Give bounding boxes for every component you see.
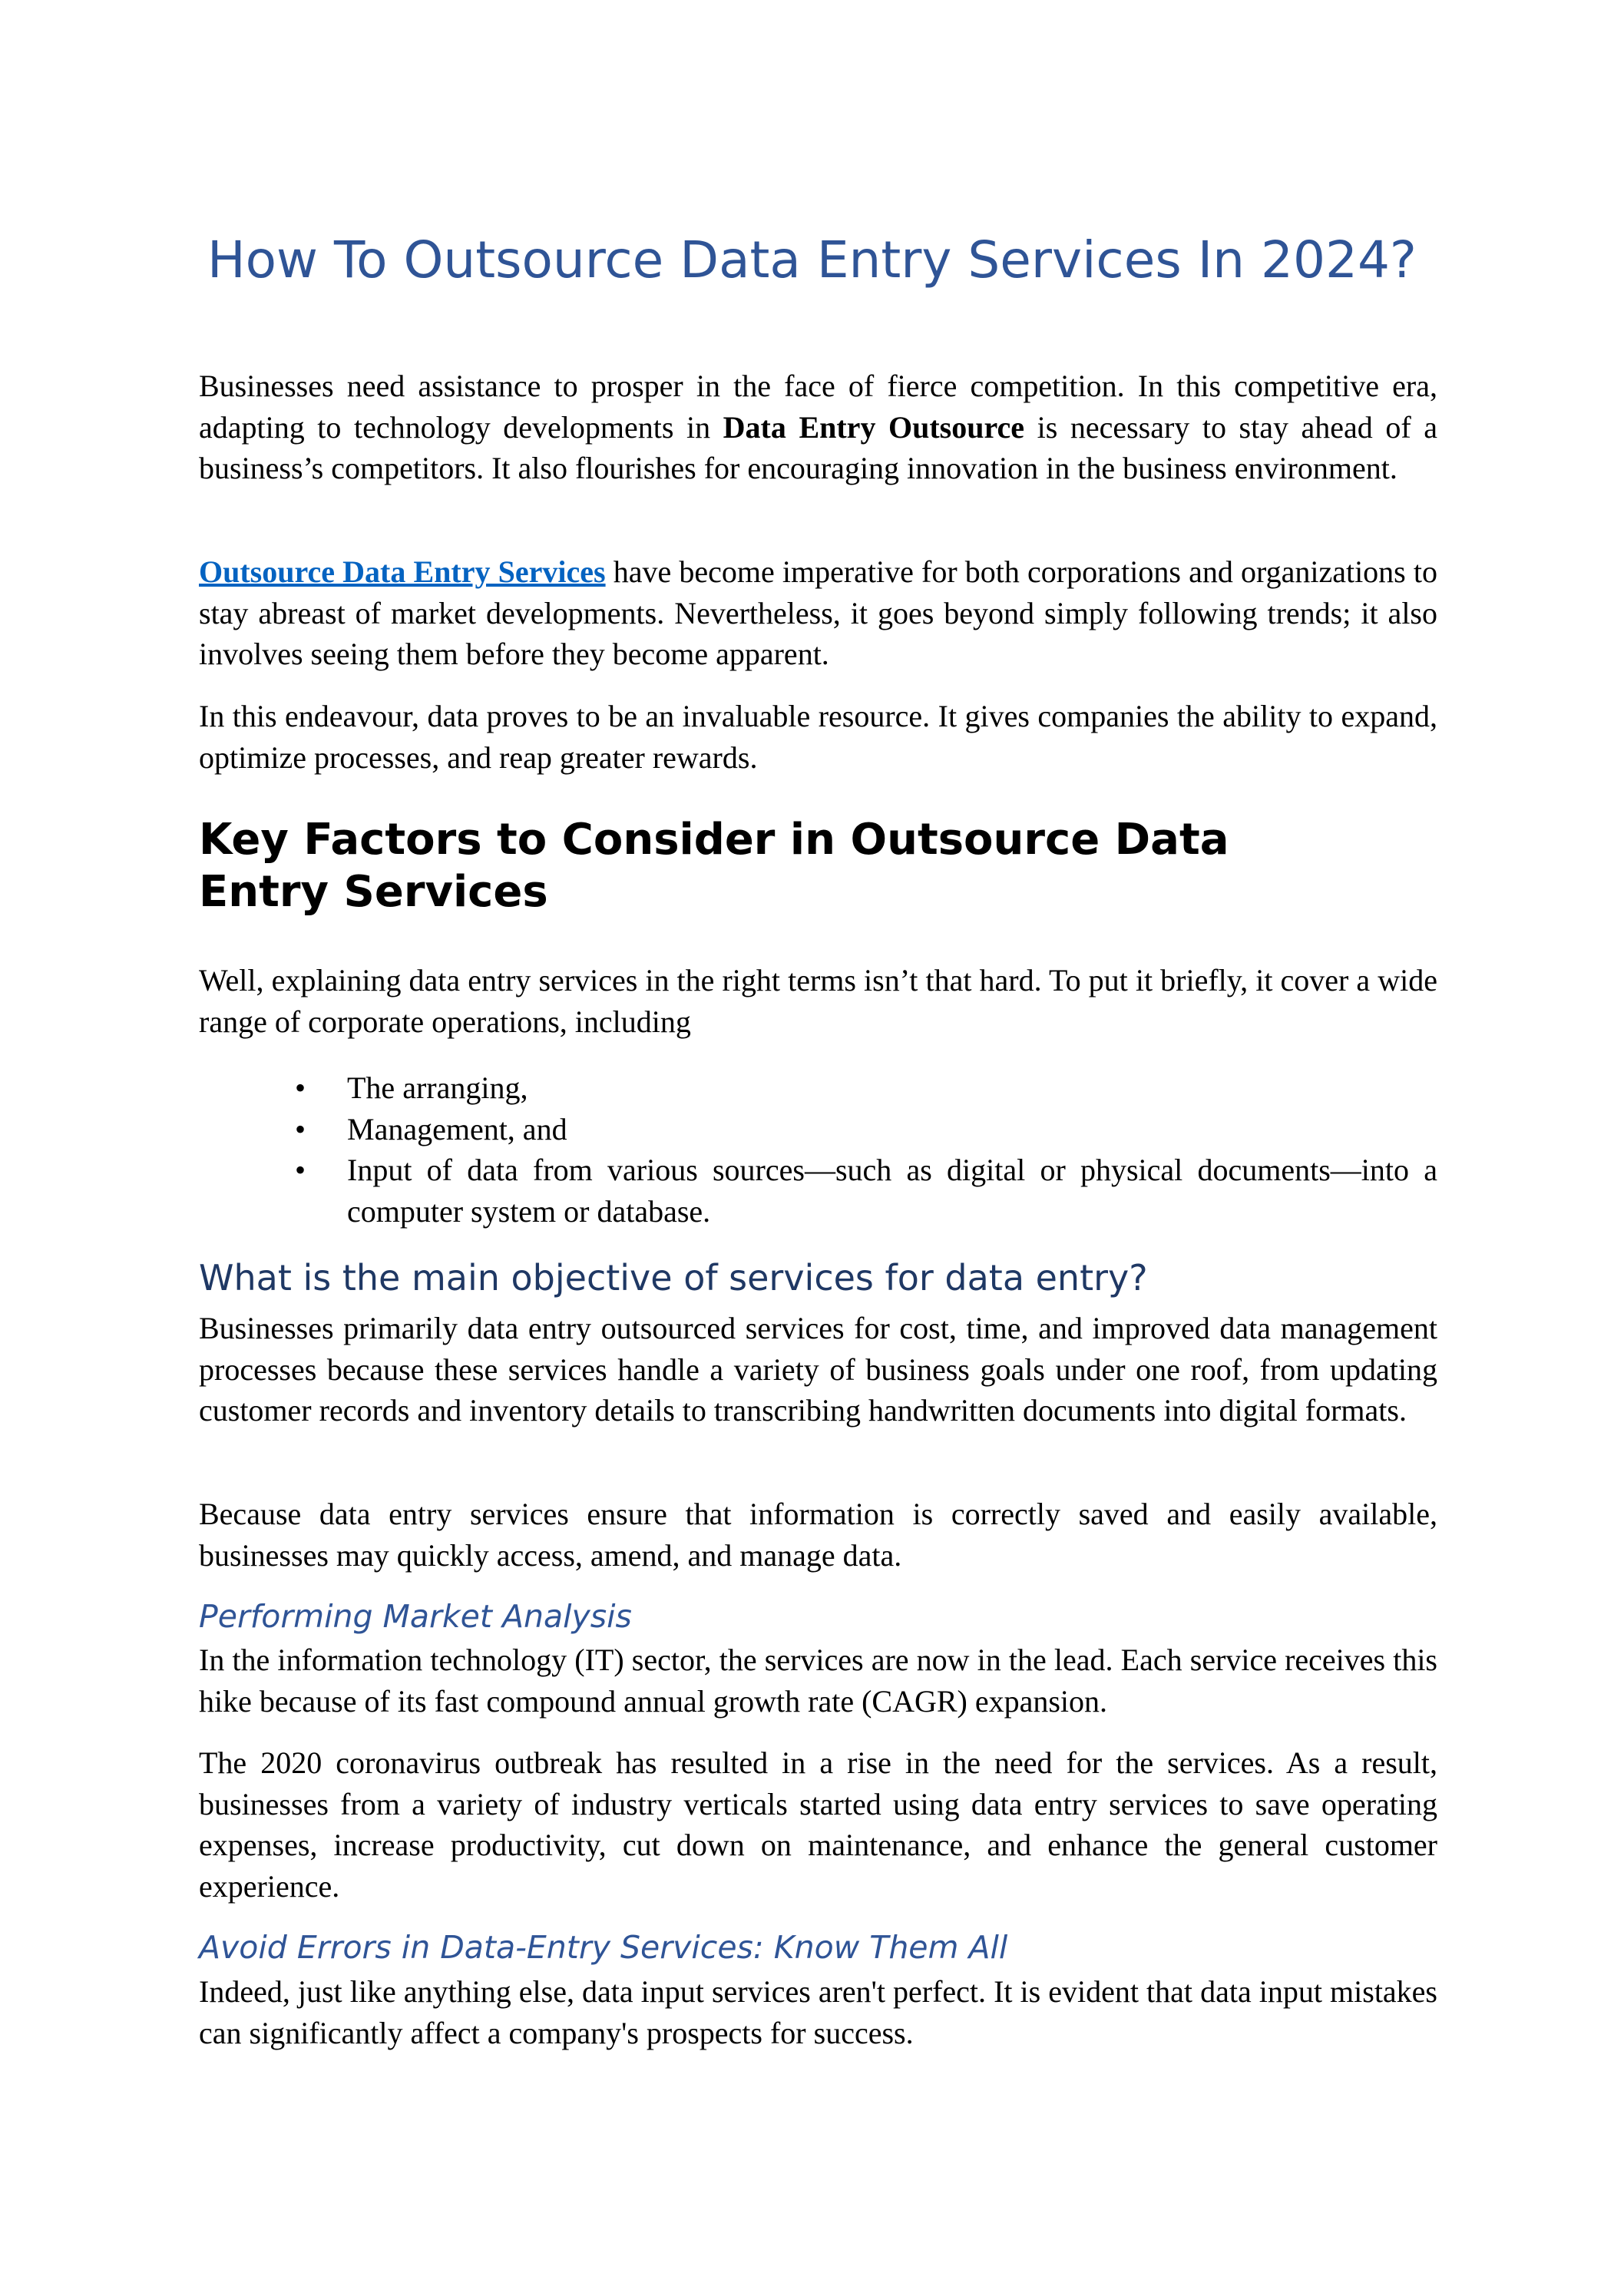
paragraph: In the information technology (IT) sector, the services are now in the lead. Each service receives this hike because of its fast compound annual growth rate (CAGR) expansion.	[199, 1643, 1437, 1719]
list-item: • Input of data from various sources—such as digital or physical documents—into a computer system or database.	[199, 1150, 1437, 1232]
text: have become imperative for both corporations and organizations to stay abreast of market developments. Nevertheless, it goes beyond simply following trends; it also involves seeing them before they become apparent.	[199, 554, 1437, 671]
subheading-avoid-errors: Avoid Errors in Data-Entry Services: Know Them All	[199, 1929, 1008, 1966]
paragraph: Indeed, just like anything else, data input services aren't perfect. It is evident that data input mistakes can significantly affect a company's prospects for success.	[199, 1974, 1437, 2050]
list-item: • The arranging,	[199, 1067, 1437, 1109]
paragraph	[199, 551, 1437, 675]
page-title: How To Outsource Data Entry Services In 2024?	[207, 230, 1417, 289]
text: Businesses need assistance to prosper in the face of fierce competition. In this competitive era, adapting to technology developments in	[199, 369, 1437, 445]
paragraph: In this endeavour, data proves to be an invaluable resource. It gives companies the ability to expand, optimize processes, and reap greater rewards.	[199, 699, 1437, 775]
text: is necessary to stay ahead of a business’s competitors. It also flourishes for encouraging innovation in the business environment.	[199, 409, 1437, 485]
bold-term: Data Entry Outsource	[723, 409, 1025, 445]
paragraph: Businesses primarily data entry outsourced services for cost, time, and improved data management processes because these services handle a variety of business goals under one roof, from updating customer records and inventory details to transcribing handwritten documents into digital formats.	[199, 1311, 1437, 1428]
subheading: What is the main objective of services for data entry?	[199, 1257, 1148, 1299]
section-heading: Key Factors to Consider in Outsource Data Entry Services	[199, 815, 1229, 917]
bullet-list	[199, 1067, 1437, 1232]
paragraph: Because data entry services ensure that information is correctly saved and easily available, businesses may quickly access, amend, and manage data.	[199, 1497, 1437, 1573]
paragraph: Well, explaining data entry services in the right terms isn’t that hard. To put it briefly, it cover a wide range of corporate operations, including	[199, 963, 1437, 1039]
subheading-market-analysis: Performing Market Analysis	[199, 1598, 632, 1635]
outsource-services-link[interactable]: Outsource Data Entry Services	[199, 554, 606, 589]
intro-paragraph	[199, 366, 1437, 489]
paragraph: The 2020 coronavirus outbreak has resulted in a rise in the need for the services. As a result, businesses from a variety of industry verticals started using data entry services to save operating expenses, increase productivity, cut down on maintenance, and enhance the general customer experience.	[199, 1745, 1437, 1904]
list-item: • Management, and	[199, 1109, 1437, 1150]
